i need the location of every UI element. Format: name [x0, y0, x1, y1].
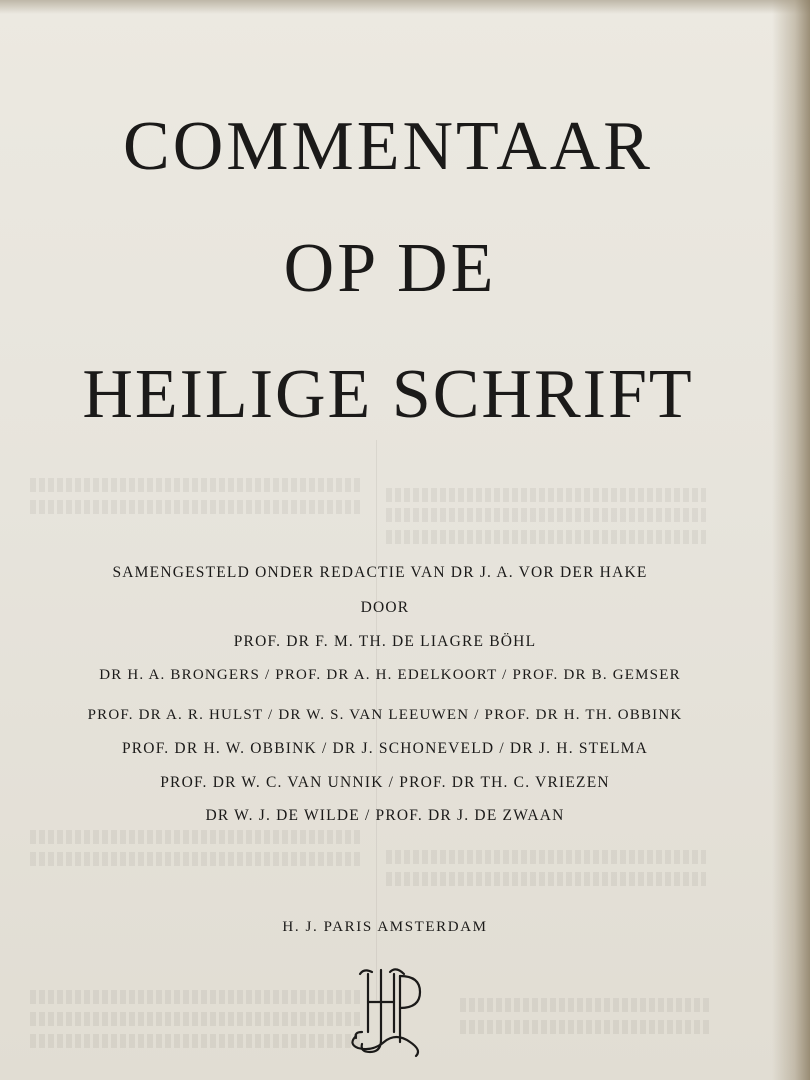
- show-through-line: [460, 1020, 710, 1034]
- show-through-line: [386, 872, 706, 886]
- door-label: DOOR: [360, 599, 410, 616]
- show-through-line: [30, 1034, 360, 1048]
- author-line-2: DR H. A. BRONGERS / PROF. DR A. H. EDELKOORT / PROF. DR B. GEMSER: [99, 667, 681, 683]
- author-line-1: PROF. DR F. M. TH. DE LIAGRE BÖHL: [233, 633, 537, 650]
- page-edge-right: [772, 0, 810, 1080]
- show-through-line: [386, 488, 706, 502]
- title-line-2: OP DE: [283, 230, 497, 307]
- show-through-line: [30, 478, 360, 492]
- author-line-6: DR W. J. DE WILDE / PROF. DR J. DE ZWAAN: [205, 807, 565, 824]
- show-through-line: [30, 1012, 360, 1026]
- show-through-line: [30, 830, 360, 844]
- show-through-line: [30, 500, 360, 514]
- show-through-line: [386, 530, 706, 544]
- show-through-line: [386, 850, 706, 864]
- title-line-1: COMMENTAAR: [123, 108, 653, 185]
- title-line-3: HEILIGE SCHRIFT: [82, 356, 694, 433]
- page-edge-top: [0, 0, 810, 14]
- show-through-line: [30, 852, 360, 866]
- author-line-5: PROF. DR W. C. VAN UNNIK / PROF. DR TH. C. VRIEZEN: [160, 774, 610, 791]
- author-line-3: PROF. DR A. R. HULST / DR W. S. VAN LEEUWEN / PROF. DR H. TH. OBBINK: [87, 707, 683, 723]
- editor-line: SAMENGESTELD ONDER REDACTIE VAN DR J. A. VOR DER HAKE: [112, 564, 648, 581]
- show-through-line: [30, 990, 360, 1004]
- hjp-monogram-icon: [338, 962, 438, 1062]
- author-line-4: PROF. DR H. W. OBBINK / DR J. SCHONEVELD / DR J. H. STELMA: [121, 740, 649, 757]
- publisher-imprint: H. J. PARIS AMSTERDAM: [282, 919, 488, 935]
- show-through-line: [386, 508, 706, 522]
- show-through-line: [460, 998, 710, 1012]
